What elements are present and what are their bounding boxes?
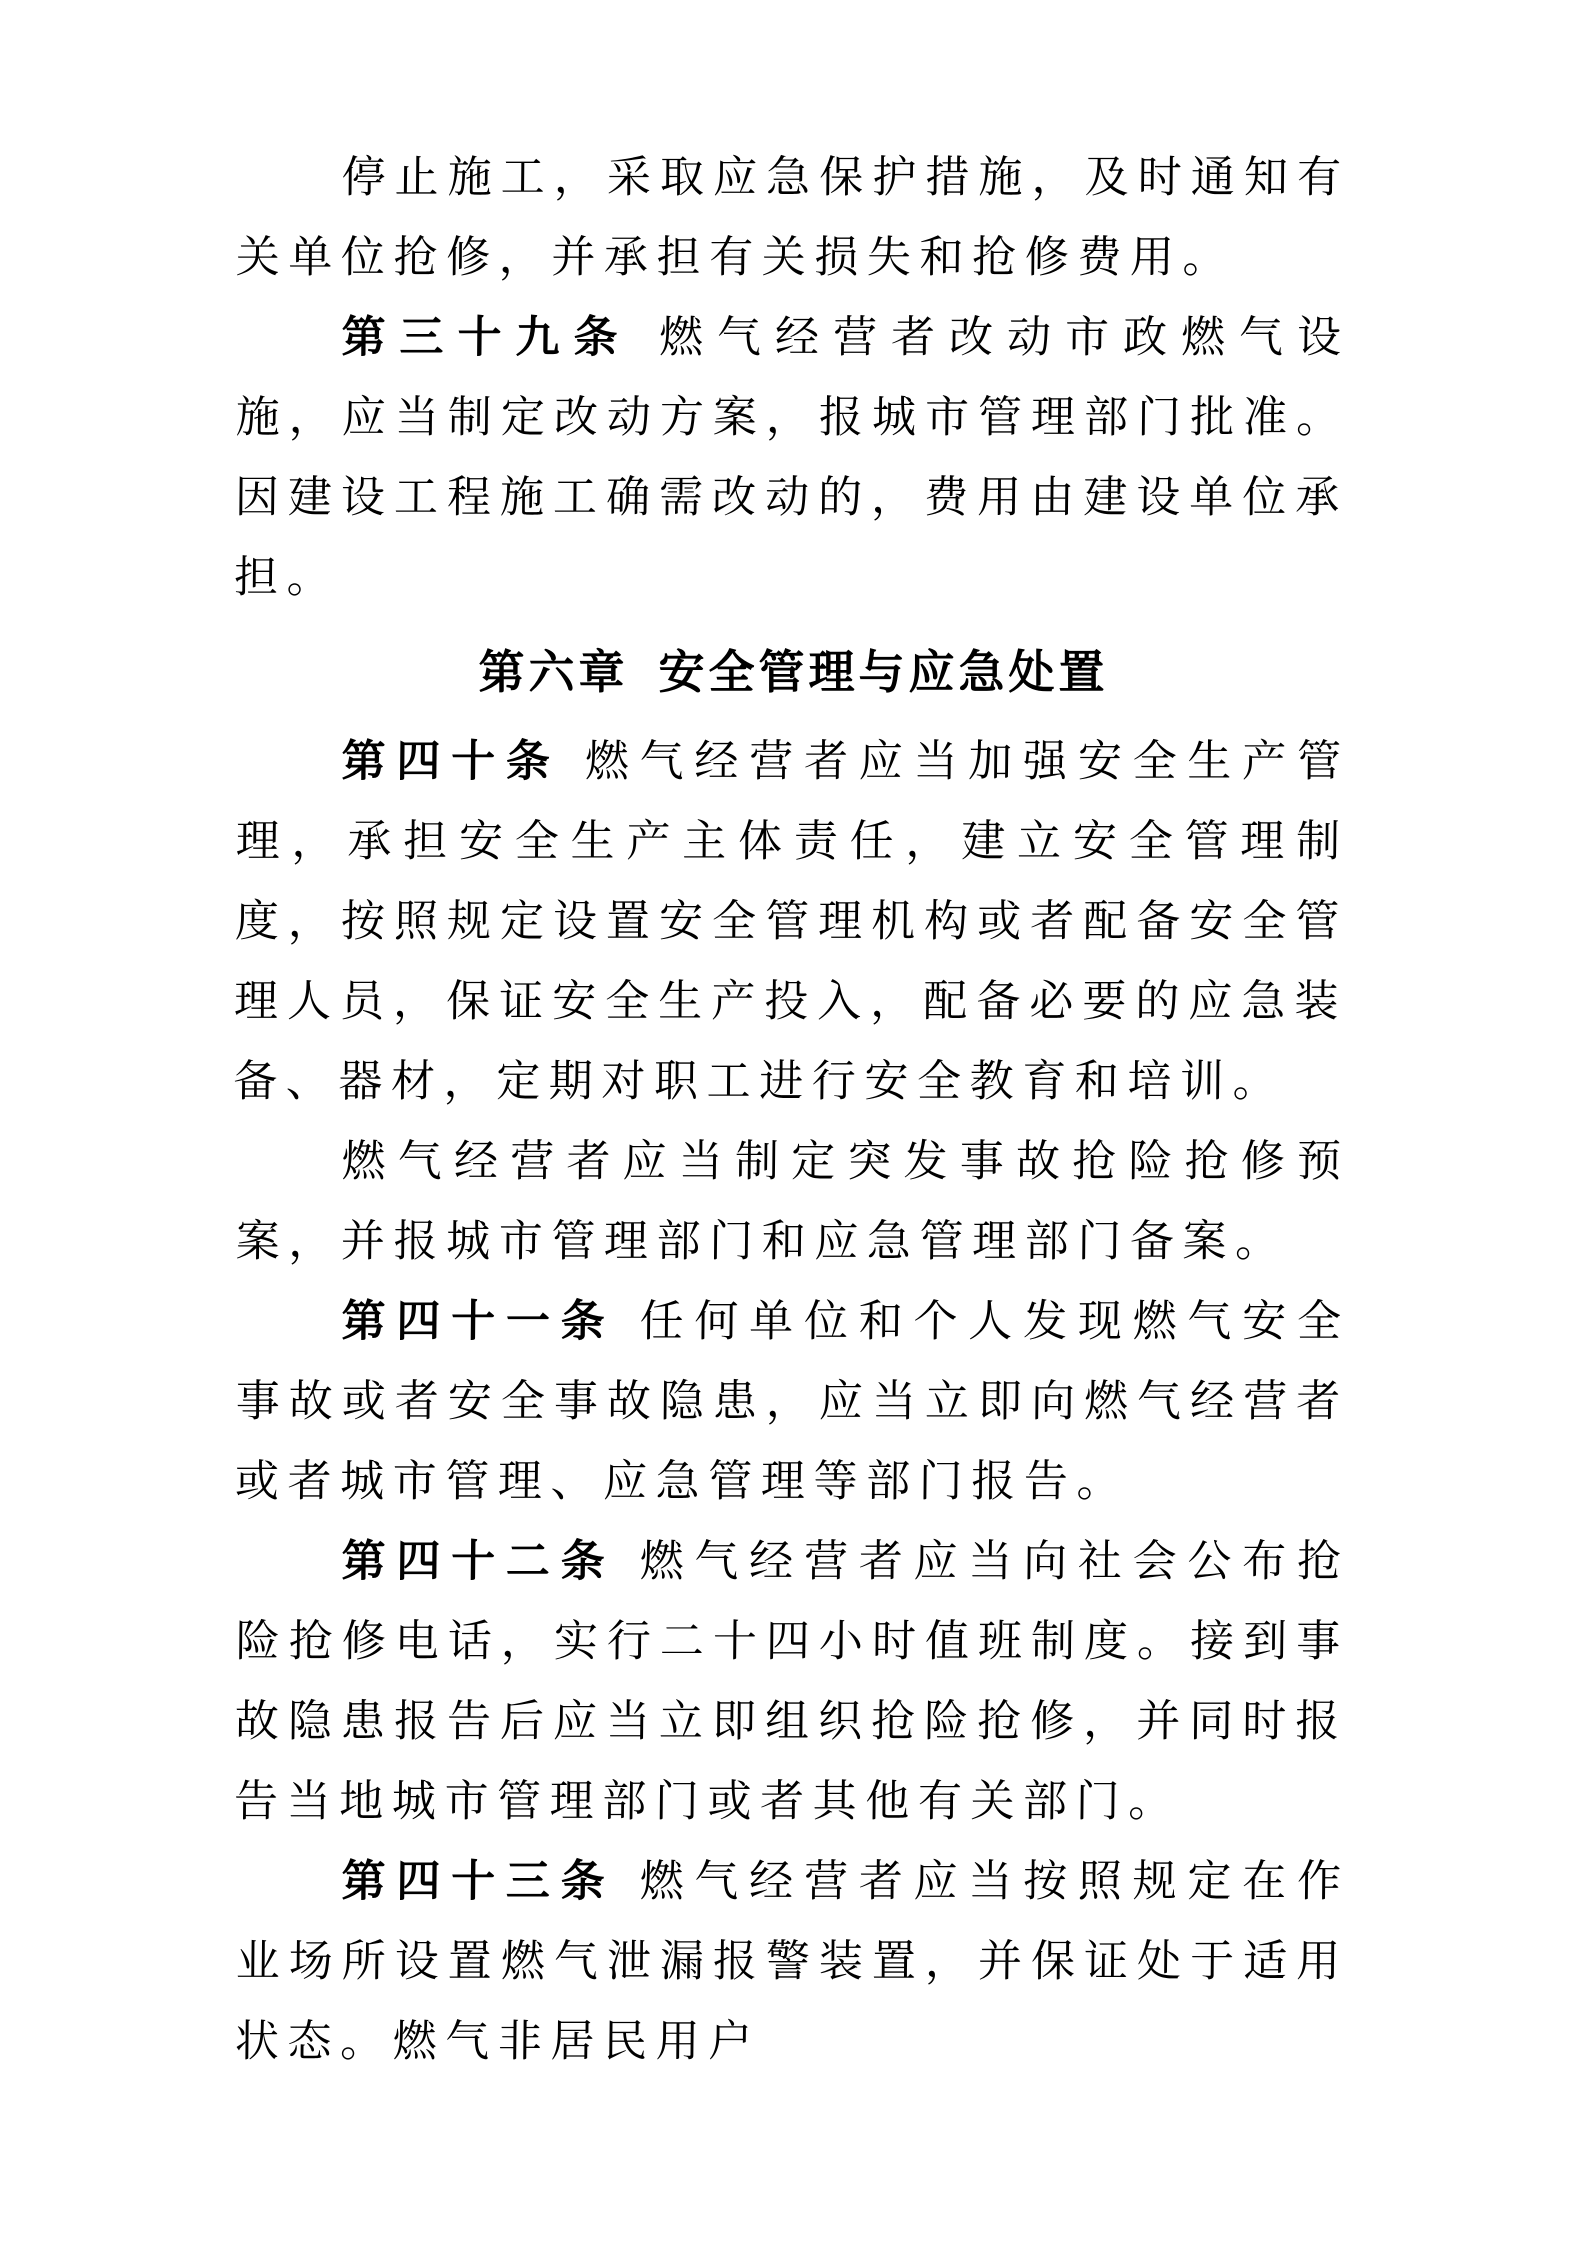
article-label-41: 第四十一条 [341, 1296, 616, 1347]
paragraph-continued-article-38 [235, 138, 1350, 298]
text-column [232, 138, 1350, 2082]
article-label-39: 第三十九条 [341, 312, 632, 363]
chapter-heading [237, 622, 1350, 722]
paragraph-article-39 [234, 298, 1350, 618]
chapter-title: 安全管理与应急处置 [658, 645, 1109, 699]
paragraph-text: 燃气经营者应当按照规定在作业场所设置燃气泄漏报警装置，并保证处于适用状态。燃气非居民用户 [234, 1856, 1350, 2067]
paragraph-text: 停止施工，采取应急保护措施，及时通知有关单位抢修，并承担有关损失和抢修费用。 [235, 152, 1350, 283]
paragraph-article-42 [234, 1522, 1350, 1842]
paragraph-article-41 [234, 1282, 1350, 1522]
paragraph-text: 燃气经营者应当加强安全生产管理，承担安全生产主体责任，建立安全管理制度，按照规定设置安全管理机构或者配备安全管理人员，保证安全生产投入，配备必要的应急装备、器材，定期对职工进行安全教育和培训。 [232, 736, 1350, 1107]
article-label-43: 第四十三条 [341, 1856, 616, 1907]
paragraph-article-43 [234, 1842, 1350, 2082]
paragraph-text: 燃气经营者改动市政燃气设施，应当制定改动方案，报城市管理部门批准。因建设工程施工确需改动的，费用由建设单位承担。 [233, 312, 1350, 603]
chapter-number: 第六章 [478, 645, 629, 699]
article-label-40: 第四十条 [341, 736, 561, 787]
paragraph-article-40-second [235, 1122, 1350, 1282]
article-label-42: 第四十二条 [341, 1536, 616, 1587]
paragraph-article-40 [233, 722, 1350, 1122]
paragraph-text: 任何单位和个人发现燃气安全事故或者安全事故隐患，应当立即向燃气经营者或者城市管理、应急管理等部门报告。 [234, 1296, 1350, 1507]
paragraph-text: 燃气经营者应当制定突发事故抢险抢修预案，并报城市管理部门和应急管理部门备案。 [235, 1136, 1350, 1267]
paragraph-text: 燃气经营者应当向社会公布抢险抢修电话，实行二十四小时值班制度。接到事故隐患报告后应当立即组织抢险抢修，并同时报告当地城市管理部门或者其他有关部门。 [233, 1536, 1350, 1827]
